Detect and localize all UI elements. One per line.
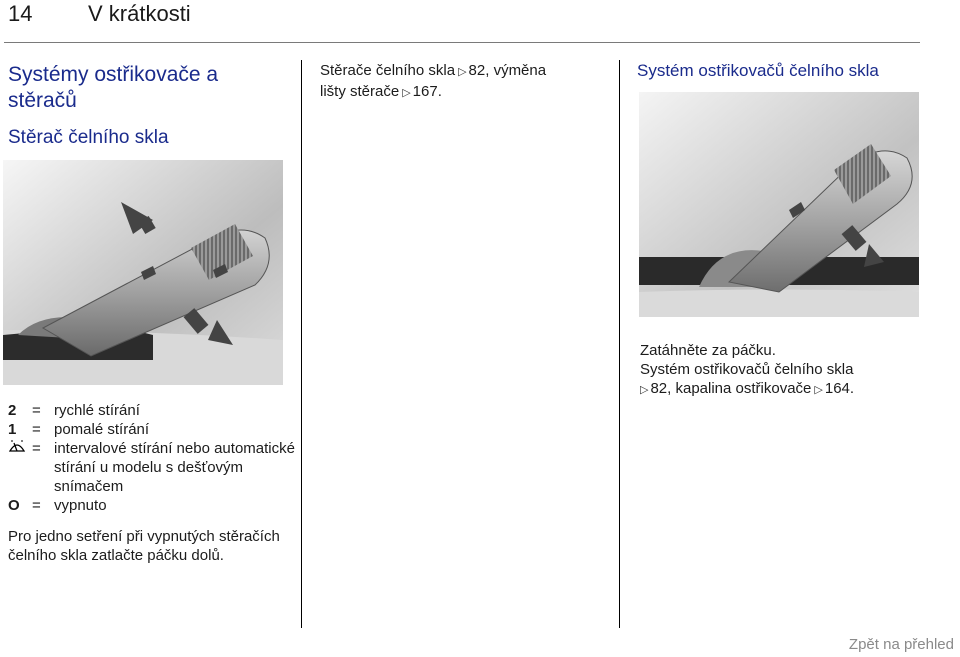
triangle-right-icon: ▷ <box>814 384 823 396</box>
legend-equals: = <box>32 440 41 457</box>
back-to-overview-link[interactable]: Zpět na přehled <box>848 636 954 653</box>
page-ref-link[interactable]: 82, kapalina ostřikovače <box>650 380 812 397</box>
washer-instruction: Zatáhněte za páčku. <box>640 342 776 359</box>
legend-row-interval <box>8 439 298 496</box>
triangle-right-icon: ▷ <box>640 384 649 396</box>
wiper-reference-text <box>320 61 610 103</box>
column-divider-left <box>301 60 302 628</box>
legend-desc-interval: intervalové stírání nebo automatické stírání u modelu s dešťovým snímačem <box>54 440 295 495</box>
legend-row-off <box>8 496 298 515</box>
legend-equals: = <box>32 402 41 419</box>
triangle-right-icon: ▷ <box>402 87 411 99</box>
legend-key-off: O <box>8 497 20 514</box>
interval-wiper-icon <box>8 439 32 496</box>
wiper-lever-illustration <box>3 160 283 385</box>
legend-key-fast: 2 <box>8 402 17 419</box>
page-header <box>0 0 960 44</box>
section-title: V krátkosti <box>88 1 191 26</box>
legend-key-slow: 1 <box>8 421 17 438</box>
page-ref-link[interactable]: 164. <box>824 380 855 397</box>
washer-instruction-text <box>640 341 930 400</box>
washer-heading: Systém ostřikovačů čelního skla <box>637 61 879 80</box>
section-heading: Systémy ostřikovače a stěračů <box>8 63 219 112</box>
washer-ref-text: Systém ostřikovačů čelního skla <box>640 361 854 378</box>
page-number: 14 <box>8 1 33 26</box>
page-ref-link[interactable]: 167. <box>412 83 442 100</box>
washer-lever-illustration <box>639 92 919 317</box>
subsection-heading: Stěrač čelního skla <box>8 127 169 148</box>
ref-text-part: lišty stěrače <box>320 83 400 100</box>
legend-equals: = <box>32 421 41 438</box>
header-divider <box>4 42 920 43</box>
column-divider-right <box>619 60 620 628</box>
page-ref-link[interactable]: 82, výměna <box>468 62 547 79</box>
legend-desc-off: vypnuto <box>54 497 107 514</box>
single-wipe-note: Pro jedno setření při vypnutých stěračích čelního skla zatlačte páčku dolů. <box>8 528 280 564</box>
ref-text-part: Stěrače čelního skla <box>320 62 456 79</box>
wiper-legend <box>8 401 298 515</box>
legend-desc-fast: rychlé stírání <box>54 402 140 419</box>
legend-row-slow <box>8 420 298 439</box>
legend-desc-slow: pomalé stírání <box>54 421 150 438</box>
triangle-right-icon: ▷ <box>458 66 467 78</box>
legend-equals: = <box>32 497 41 514</box>
legend-row-fast <box>8 401 298 420</box>
